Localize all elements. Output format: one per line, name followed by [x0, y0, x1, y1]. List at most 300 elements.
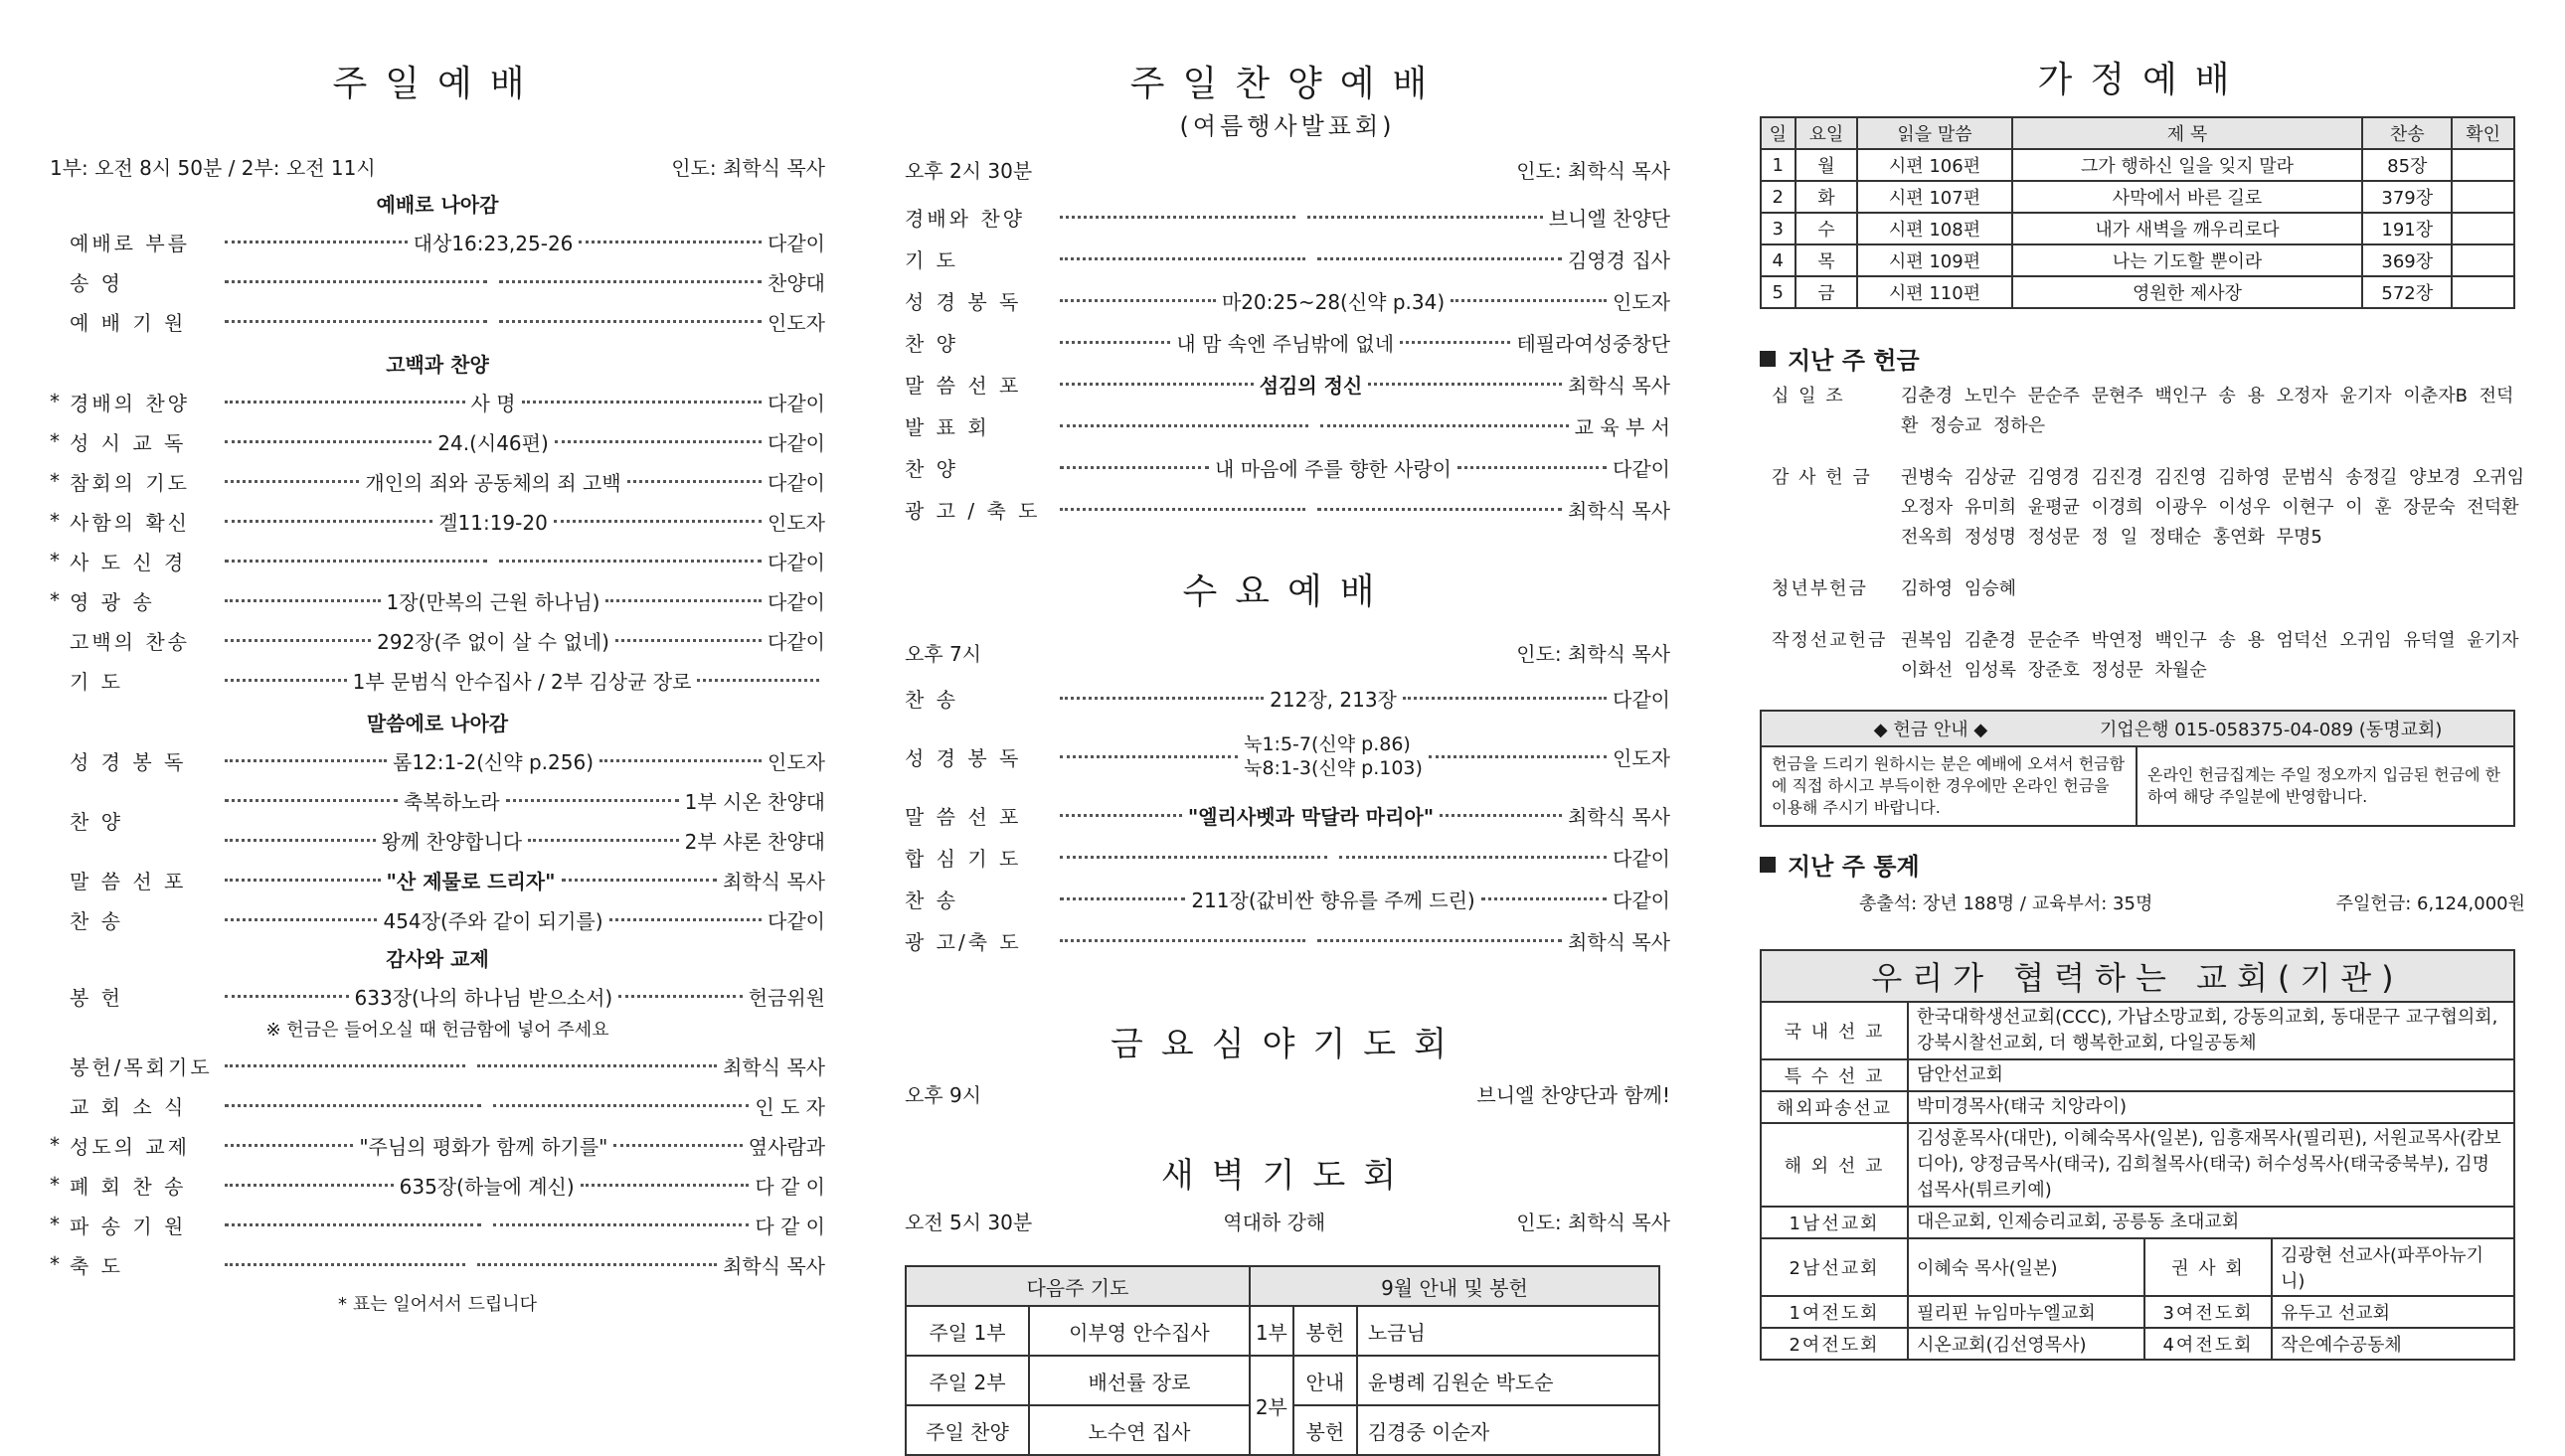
- mission-partners: 박미경목사(태국 치앙라이): [1908, 1091, 2514, 1123]
- item-label: 발 표 회: [905, 414, 990, 439]
- anthem-choir: 2부 샤론 찬양대: [684, 829, 825, 854]
- mission-partners: 대은교회, 인제승리교회, 공릉동 초대교회: [1908, 1207, 2514, 1238]
- dot-leader: [219, 1064, 723, 1067]
- worship-item: [50, 1205, 825, 1244]
- partner-churches-table: [1760, 949, 2515, 1361]
- offering-type: 감 사 헌 금: [1772, 467, 1872, 488]
- check-cell[interactable]: [2452, 213, 2514, 244]
- praise-service-meta: [905, 155, 1670, 184]
- item-content: 211장(값비싼 향유를 주께 드린): [1191, 888, 1475, 912]
- table-row: [1761, 1207, 2514, 1238]
- table-cell: 시편 107편: [1857, 181, 2012, 213]
- item-content: 개인의 죄와 공동체의 죄 고백: [365, 470, 621, 495]
- item-person: 인 도 자: [755, 1094, 825, 1119]
- sunday-worship-meta: [50, 152, 825, 181]
- stand-marker: *: [50, 469, 60, 493]
- mission-partners: 유두고 선교회: [2272, 1296, 2514, 1328]
- table-cell: 목: [1796, 244, 1858, 276]
- offering-note: ※ 헌금은 들어오실 때 헌금함에 넣어 주세요: [265, 1020, 609, 1041]
- item-label: 성 시 교 독: [70, 430, 187, 455]
- offering-type: 작정선교헌금: [1772, 630, 1888, 651]
- offering-info-right: 온라인 헌금집계는 주일 정오까지 입금된 헌금에 한하여 해당 주일분에 반영합니다.: [2147, 765, 2501, 806]
- item-content: 212장, 213장: [1270, 687, 1397, 712]
- offering-names: 권복임 김춘경 문순주 박연정 백인구 송 용 엄덕선 오귀임 유덕열 윤기자 이화선 임성록 장준호 정성문 차월순: [1901, 630, 2519, 681]
- item-label: 성 경 봉 독: [905, 289, 1022, 314]
- dot-leader: [1054, 257, 1568, 260]
- dot-leader: [1054, 684, 1613, 713]
- dot-leader: [1054, 732, 1613, 780]
- item-person: 다 같 이: [755, 1174, 825, 1199]
- duty-people: 윤병례 김원순 박도순: [1357, 1356, 1659, 1405]
- offering-list: [1772, 382, 2525, 441]
- dawn-prayer-meta: [905, 1207, 1670, 1235]
- table-cell: 1: [1761, 149, 1796, 181]
- item-label: 찬 송: [905, 687, 958, 712]
- offering-names: 권병숙 김상균 김영경 김진경 김진영 김하영 문범식 송정길 양보경 오귀임 오정자 유미희 윤평균 이경희 이광우 이성우 이현구 이 훈 장문숙 전덕환 전옥희 정성명 정성문 정 일 정태순 홍연화 무명5: [1901, 467, 2525, 548]
- worship-item: [50, 860, 825, 899]
- mission-partners: 필리핀 뉴임마누엘교회: [1908, 1296, 2144, 1328]
- stand-marker: *: [50, 588, 60, 612]
- table-row: [1761, 213, 2514, 244]
- mission-category: 4여전도회: [2144, 1328, 2272, 1360]
- mission-category: 2남선교회: [1761, 1238, 1908, 1296]
- wednesday-item: [905, 919, 1670, 961]
- item-label: 사 도 신 경: [70, 550, 187, 574]
- item-label: 사함의 확신: [70, 510, 190, 535]
- item-content: 1부 문범식 안수집사 / 2부 김상균 장로: [352, 669, 692, 694]
- duty-label: 봉헌: [1293, 1306, 1357, 1356]
- dot-leader: [219, 1171, 755, 1200]
- column-header: 요일: [1796, 117, 1858, 149]
- item-person: 옆사람과: [748, 1134, 825, 1159]
- prayer-slot: 주일 2부: [906, 1356, 1029, 1405]
- anthem-title: 왕께 찬양합니다: [381, 829, 523, 854]
- wednesday-service-title: 수요예배: [1182, 571, 1393, 612]
- item-label: 찬 양: [70, 809, 123, 834]
- item-person: 다같이: [1613, 456, 1670, 481]
- table-row: [1761, 1296, 2514, 1328]
- item-content: 사 명: [470, 391, 516, 415]
- table-row: [1761, 1091, 2514, 1123]
- offering-stat: 주일헌금: 6,124,000원: [2335, 893, 2525, 914]
- table-row: [1761, 276, 2514, 308]
- worship-item: [50, 1165, 825, 1205]
- table-cell: 3: [1761, 213, 1796, 244]
- worship-item: [50, 461, 825, 501]
- duty-label: 안내: [1293, 1356, 1357, 1405]
- worship-item: [50, 1244, 825, 1284]
- item-label: 경배의 찬양: [70, 391, 190, 415]
- item-label: 찬 양: [905, 331, 958, 356]
- table-cell: 191장: [2362, 213, 2452, 244]
- september-guide-header: 9월 안내 및 봉헌: [1250, 1266, 1659, 1306]
- mission-partners: 담안선교회: [1908, 1059, 2514, 1091]
- praise-order: [905, 196, 1670, 530]
- dot-leader: [1054, 370, 1568, 399]
- last-week-offering-heading: 지난 주 헌금: [1760, 341, 2525, 376]
- anthem-line: [219, 783, 825, 817]
- stand-marker: *: [50, 1173, 60, 1197]
- table-row: [1761, 1123, 2514, 1207]
- item-person: 최학식 목사: [1568, 929, 1670, 954]
- column-header: 제 목: [2012, 117, 2363, 149]
- table-row: [1761, 181, 2514, 213]
- table-row: [906, 1306, 1659, 1356]
- worship-time: 1부: 오전 8시 50분 / 2부: 오전 11시: [50, 156, 376, 180]
- table-cell: 나는 기도할 뿐이라: [2012, 244, 2363, 276]
- anthem-lines: [219, 783, 825, 857]
- item-content-line: 눅8:1-3(신약 p.103): [1244, 757, 1423, 779]
- item-content: "주님의 평화가 함께 하기를": [359, 1134, 608, 1159]
- mission-partners: 시온교회(김선영목사): [1908, 1328, 2144, 1360]
- item-label: 예배로 부름: [70, 231, 190, 255]
- dot-leader: [219, 388, 768, 416]
- item-content: 633장(나의 하나님 받으소서): [354, 985, 613, 1010]
- standing-footnote: * 표는 일어서서 드립니다: [337, 1294, 538, 1315]
- dot-leader: [219, 560, 768, 563]
- offering-info-header: [1762, 712, 2513, 747]
- table-cell: 시편 110편: [1857, 276, 2012, 308]
- dot-leader: [219, 746, 768, 775]
- worship-item: [50, 1125, 825, 1165]
- item-label: 예 배 기 원: [70, 310, 187, 335]
- mission-partners: 김광현 선교사(파푸아뉴기니): [2272, 1238, 2514, 1296]
- praise-item: [905, 279, 1670, 321]
- item-label: 경배와 찬양: [905, 206, 1025, 231]
- item-person: 최학식 목사: [723, 869, 825, 893]
- item-label: 광 고 / 축 도: [905, 498, 1041, 523]
- table-cell: 수: [1796, 213, 1858, 244]
- item-label: 봉 헌: [70, 985, 123, 1010]
- dot-leader: [1054, 328, 1516, 357]
- anthem-choir: 1부 시온 찬양대: [684, 789, 825, 814]
- wednesday-item: [905, 794, 1670, 836]
- anthem-item: [50, 780, 825, 860]
- offering-list: [1772, 463, 2525, 553]
- item-person: 다같이: [768, 391, 825, 415]
- table-row: [1761, 1059, 2514, 1091]
- item-label: 성도의 교제: [70, 1134, 190, 1159]
- mission-partners: 한국대학생선교회(CCC), 가납소망교회, 강동의교회, 동대문구 교구협의회, 강북시찰선교회, 더 행복한교회, 다일공동체: [1908, 1002, 2514, 1059]
- dot-leader: [219, 427, 768, 456]
- mission-category: 특 수 선 교: [1761, 1059, 1908, 1091]
- prayer-slot: 주일 1부: [906, 1306, 1029, 1356]
- item-person: 다같이: [1613, 846, 1670, 871]
- praise-leader: 인도: 최학식 목사: [1516, 159, 1670, 183]
- stand-marker: *: [50, 429, 60, 453]
- sunday-worship-title: 주일예배: [332, 64, 543, 104]
- item-label: 찬 송: [905, 888, 958, 912]
- praise-item: [905, 488, 1670, 530]
- mission-category: 권 사 회: [2144, 1238, 2272, 1296]
- column-header: 확인: [2452, 117, 2514, 149]
- praise-service-subtitle: (여름행사발표회): [1179, 112, 1396, 140]
- table-cell: 5: [1761, 276, 1796, 308]
- wednesday-item: [905, 719, 1670, 794]
- item-person: 인도자: [768, 310, 825, 335]
- square-bullet-icon: [1760, 351, 1776, 367]
- anthem-line: [219, 823, 825, 857]
- worship-item: [50, 660, 825, 700]
- table-cell: 월: [1796, 149, 1858, 181]
- item-content: 292장(주 없이 살 수 없네): [377, 629, 609, 654]
- item-person: 다같이: [768, 550, 825, 574]
- order-of-worship: [50, 189, 825, 1316]
- dot-leader: [1054, 508, 1568, 511]
- next-week-prayer-header: 다음주 기도: [906, 1266, 1250, 1306]
- prayer-person: 배선률 장로: [1029, 1356, 1250, 1405]
- item-content: 롬12:1-2(신약 p.256): [393, 749, 595, 774]
- worship-item: [50, 261, 825, 301]
- worship-item: [50, 1046, 825, 1085]
- check-cell[interactable]: [2452, 181, 2514, 213]
- prayer-offering-table: [905, 1265, 1660, 1456]
- sunday-worship-column: [50, 0, 825, 1426]
- wednesday-time: 오후 7시: [905, 642, 982, 666]
- praise-time: 오후 2시 30분: [905, 159, 1033, 183]
- table-row: [1761, 1238, 2514, 1296]
- part-label: 1부: [1250, 1306, 1293, 1356]
- dot-leader: [219, 507, 768, 536]
- dot-leader: [1054, 885, 1613, 913]
- item-label: 합 심 기 도: [905, 846, 1022, 871]
- table-row: [1761, 1002, 2514, 1059]
- dot-leader: [1054, 453, 1613, 482]
- mission-category: 3여전도회: [2144, 1296, 2272, 1328]
- dot-leader: [219, 586, 768, 615]
- item-label: 축 도: [70, 1253, 123, 1278]
- item-person: 최학식 목사: [723, 1054, 825, 1079]
- item-person: 다 같 이: [755, 1213, 825, 1238]
- mission-category: 해외파송선교: [1761, 1091, 1908, 1123]
- item-label: 폐 회 찬 송: [70, 1174, 187, 1199]
- dot-leader: [219, 666, 825, 695]
- praise-item: [905, 363, 1670, 404]
- worship-item: [50, 976, 825, 1016]
- table-cell: 사막에서 바른 길로: [2012, 181, 2363, 213]
- item-label: 성 경 봉 독: [905, 745, 1022, 770]
- item-label: 찬 송: [70, 908, 123, 933]
- table-cell: 시편 109편: [1857, 244, 2012, 276]
- table-row: [1761, 1328, 2514, 1360]
- table-cell: 85장: [2362, 149, 2452, 181]
- other-services-column: [905, 0, 1670, 1444]
- worship-item: [50, 899, 825, 939]
- attendance-stat: 총출석: 장년 188명 / 교육부서: 35명: [1859, 893, 2153, 914]
- item-person: 최학식 목사: [1568, 498, 1670, 523]
- worship-item: [50, 301, 825, 341]
- table-cell: 시편 108편: [1857, 213, 2012, 244]
- section-heading: 말씀에로 나아감: [366, 712, 509, 735]
- item-label: 기 도: [905, 247, 958, 272]
- bank-account: 기업은행 015-058375-04-089 (동명교회): [2100, 720, 2443, 740]
- prayer-person: 이부영 안수집사: [1029, 1306, 1250, 1356]
- dot-leader: [1054, 939, 1568, 942]
- section-heading: 감사와 교제: [386, 947, 489, 971]
- check-cell[interactable]: [2452, 244, 2514, 276]
- praise-item: [905, 321, 1670, 363]
- stats-line: [1760, 890, 2525, 915]
- item-label: 말 씀 선 포: [70, 869, 187, 893]
- dot-leader: [219, 905, 768, 934]
- item-person: 인도자: [1613, 289, 1670, 314]
- item-label: 성 경 봉 독: [70, 749, 187, 774]
- item-content: 겔11:19-20: [438, 510, 548, 535]
- last-week-stats-heading: 지난 주 통계: [1760, 847, 2525, 882]
- anthem-title: 축복하노라: [404, 789, 500, 814]
- offering-info-left: 헌금을 드리기 원하시는 분은 예배에 오셔서 헌금함에 직접 하시고 부득이한 경우에만 온라인 헌금을 이용해 주시기 바랍니다.: [1762, 747, 2138, 825]
- stand-marker: *: [50, 390, 60, 413]
- worship-item: [50, 740, 825, 780]
- mission-category: 1남선교회: [1761, 1207, 1908, 1238]
- item-content: "엘리사벳과 막달라 마리아": [1187, 804, 1435, 829]
- item-label: 말 씀 선 포: [905, 804, 1022, 829]
- stand-marker: *: [50, 509, 60, 533]
- offering-type: 십 일 조: [1772, 386, 1845, 406]
- item-label: 찬 양: [905, 456, 958, 481]
- dot-leader: [219, 320, 768, 323]
- stand-marker: *: [50, 549, 60, 572]
- item-content: 1장(만복의 근원 하나님): [386, 589, 600, 614]
- item-person: 다같이: [1613, 687, 1670, 712]
- worship-item: [50, 1085, 825, 1125]
- dot-leader: [219, 1131, 749, 1160]
- table-row: [1761, 149, 2514, 181]
- duty-people: 김경중 이순자: [1357, 1405, 1659, 1455]
- partner-churches-title: 우리가 협력하는 교회(기관): [1761, 950, 2514, 1002]
- item-content: 454장(주와 같이 되기를): [383, 908, 603, 933]
- check-cell[interactable]: [2452, 276, 2514, 308]
- dawn-leader: 인도: 최학식 목사: [1516, 1211, 1670, 1234]
- item-person: 다같이: [768, 589, 825, 614]
- offering-info-title: ◆ 헌금 안내 ◆: [1873, 720, 1988, 740]
- item-person: 최학식 목사: [723, 1253, 825, 1278]
- duty-label: 봉헌: [1293, 1405, 1357, 1455]
- table-cell: 그가 행하신 일을 잊지 말라: [2012, 149, 2363, 181]
- praise-item: [905, 446, 1670, 488]
- offering-names: 김하영 임승혜: [1901, 578, 2017, 599]
- friday-time: 오후 9시: [905, 1083, 982, 1107]
- friday-note: 브니엘 찬양단과 함께!: [1476, 1083, 1670, 1107]
- item-person: 인도자: [768, 510, 825, 535]
- offering-info-box: [1760, 710, 2515, 827]
- dot-leader: [219, 982, 749, 1011]
- item-label: 송 영: [70, 270, 123, 295]
- item-person: 교 육 부 서: [1574, 414, 1670, 439]
- wednesday-leader: 인도: 최학식 목사: [1516, 642, 1670, 666]
- wednesday-item: [905, 677, 1670, 719]
- stand-marker: *: [50, 1133, 60, 1157]
- table-cell: 내가 새벽을 깨우리로다: [2012, 213, 2363, 244]
- column-header: 일: [1761, 117, 1796, 149]
- item-content: 635장(하늘에 계신): [399, 1174, 575, 1199]
- praise-item: [905, 404, 1670, 446]
- dot-leader: [219, 467, 768, 496]
- worship-item: [50, 580, 825, 620]
- duty-people: 노금님: [1357, 1306, 1659, 1356]
- table-cell: 572장: [2362, 276, 2452, 308]
- item-label: 교 회 소 식: [70, 1094, 187, 1119]
- dot-leader: [219, 826, 685, 855]
- family-worship-table: [1760, 116, 2515, 309]
- worship-item: [50, 421, 825, 461]
- item-person: 테필라여성중창단: [1516, 331, 1670, 356]
- table-cell: 4: [1761, 244, 1796, 276]
- column-header: 읽을 말씀: [1857, 117, 2012, 149]
- dot-leader: [219, 280, 768, 283]
- check-cell[interactable]: [2452, 149, 2514, 181]
- column-header: 찬송: [2362, 117, 2452, 149]
- item-person: 다같이: [768, 470, 825, 495]
- item-person: 다같이: [768, 908, 825, 933]
- item-label: 기 도: [70, 669, 123, 694]
- item-content: 내 맘 속엔 주님밖에 없네: [1176, 331, 1395, 356]
- dawn-prayer-title: 새벽기도회: [1160, 1156, 1415, 1196]
- praise-service-title: 주일찬양예배: [1129, 64, 1446, 104]
- dot-leader: [219, 1223, 755, 1226]
- section-heading: 고백과 찬양: [386, 353, 489, 377]
- dot-leader: [219, 866, 723, 894]
- worship-leader: 인도: 최학식 목사: [671, 156, 825, 180]
- item-person: 다같이: [768, 629, 825, 654]
- item-content: 대상16:23,25-26: [413, 231, 574, 255]
- mission-partners: 이혜숙 목사(일본): [1908, 1238, 2144, 1296]
- offering-type: 청년부헌금: [1772, 578, 1868, 599]
- dot-leader: [219, 228, 768, 256]
- item-content: 내 마음에 주를 향한 사랑이: [1215, 456, 1452, 481]
- dot-leader: [1054, 286, 1613, 315]
- stand-marker: *: [50, 1213, 60, 1236]
- mission-category: 국 내 선 교: [1761, 1002, 1908, 1059]
- praise-item: [905, 196, 1670, 238]
- item-label: 봉헌/목회기도: [70, 1054, 213, 1079]
- table-cell: 379장: [2362, 181, 2452, 213]
- item-label: 참회의 기도: [70, 470, 190, 495]
- dot-leader: [1054, 801, 1568, 830]
- mission-partners: 작은예수공동체: [2272, 1328, 2514, 1360]
- offering-names: 김춘경 노민수 문순주 문현주 백인구 송 용 오정자 윤기자 이춘자B 전덕환 정승교 정하은: [1901, 386, 2514, 436]
- table-cell: 369장: [2362, 244, 2452, 276]
- worship-item: [50, 541, 825, 580]
- item-person: 헌금위원: [748, 985, 825, 1010]
- item-person: 인도자: [1613, 745, 1670, 770]
- mission-partners: 김성훈목사(대만), 이혜숙목사(일본), 임흥재목사(필리핀), 서원교목사(캄보디아), 양정금목사(태국), 김희철목사(태국) 허수성목사(태국중북부), 김명섭목사(튀르키예): [1908, 1123, 2514, 1207]
- dot-leader: [1054, 216, 1549, 219]
- item-label: 광 고/축 도: [905, 929, 1022, 954]
- worship-item: [50, 620, 825, 660]
- dot-leader: [219, 786, 685, 815]
- item-content: 마20:25~28(신약 p.34): [1221, 289, 1446, 314]
- prayer-person: 노수연 집사: [1029, 1405, 1250, 1455]
- item-person: 다같이: [768, 231, 825, 255]
- item-content: "산 제물로 드리자": [386, 869, 556, 893]
- dot-leader: [219, 1263, 723, 1266]
- table-cell: 영원한 제사장: [2012, 276, 2363, 308]
- family-info-column: [1760, 0, 2525, 1426]
- table-row: [906, 1356, 1659, 1405]
- wednesday-item: [905, 836, 1670, 878]
- offering-list: [1772, 626, 2525, 686]
- item-person: 최학식 목사: [1568, 373, 1670, 398]
- offering-info-body: [1762, 747, 2513, 825]
- offering-list: [1772, 574, 2525, 604]
- stand-marker: *: [50, 1252, 60, 1276]
- table-cell: 2: [1761, 181, 1796, 213]
- friday-prayer-title: 금요심야기도회: [1111, 1025, 1464, 1064]
- item-person: 최학식 목사: [1568, 804, 1670, 829]
- item-person: 다같이: [1613, 888, 1670, 912]
- table-cell: 시편 106편: [1857, 149, 2012, 181]
